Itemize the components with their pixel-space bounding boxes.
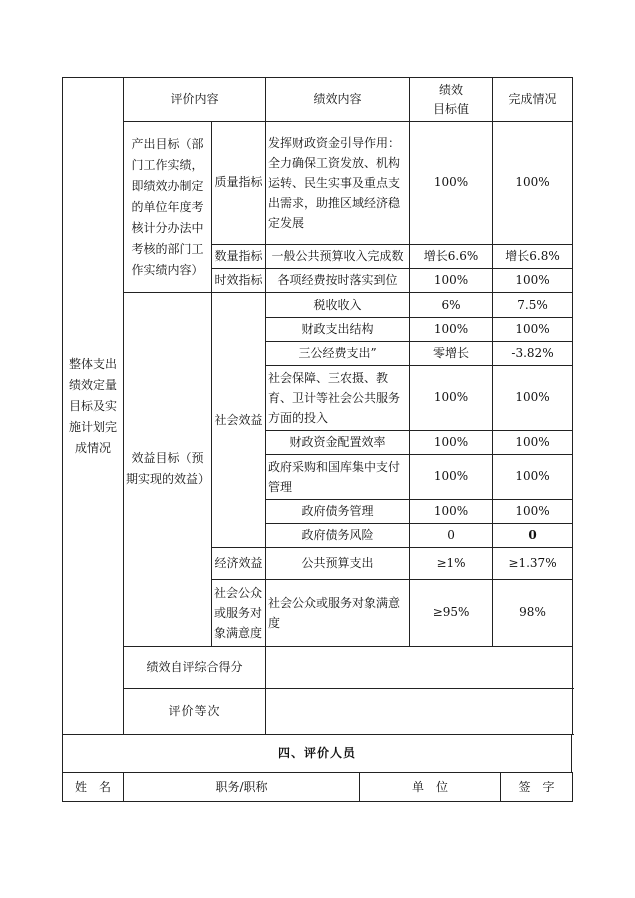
social-result: 100% [493,430,573,454]
economic-benefit-label: 经济效益 [212,548,266,580]
evaluators-table [62,772,573,802]
header-eval-content: 评价内容 [124,78,266,122]
social-target: 100% [410,430,493,454]
satisfaction-target: ≥95% [410,580,493,646]
social-content: 税收收入 [266,292,410,317]
quality-content: 发挥财政资金引导作用：全力确保工资发放、机构运转、民生实事及重点支出需求，助推区域经济稳定发展 [266,122,410,245]
self-score-label: 绩效自评综合得分 [124,646,266,688]
social-target: 零增长 [410,342,493,366]
timeliness-target: 100% [410,268,493,292]
social-target: 100% [410,366,493,430]
grade-value [266,688,573,734]
social-result: 100% [493,366,573,430]
economic-result: ≥1.37% [493,548,573,580]
side-label: 整体支出绩效定量目标及实施计划完成情况 [63,78,124,735]
social-result: 100% [493,454,573,499]
benefit-goal-label: 效益目标（预期实现的效益） [124,292,212,646]
social-content: 财政资金配置效率 [266,430,410,454]
quantity-content: 一般公共预算收入完成数 [266,244,410,268]
quantity-result: 增长6.8% [493,244,573,268]
timeliness-indicator: 时效指标 [212,268,266,292]
social-content: 政府债务管理 [266,499,410,523]
social-result: 0 [493,523,573,547]
social-target: 0 [410,523,493,547]
social-content: 政府债务风险 [266,523,410,547]
timeliness-result: 100% [493,268,573,292]
social-target: 6% [410,292,493,317]
header-perf-content: 绩效内容 [266,78,410,122]
satisfaction-result: 98% [493,580,573,646]
name-header: 姓 名 [63,773,124,802]
quantity-target: 增长6.6% [410,244,493,268]
economic-content: 公共预算支出 [266,548,410,580]
satisfaction-label: 社会公众或服务对象满意度 [212,580,266,646]
economic-target: ≥1% [410,548,493,580]
social-benefit-label: 社会效益 [212,292,266,547]
social-content: 政府采购和国库集中支付管理 [266,454,410,499]
social-content: 财政支出结构 [266,318,410,342]
social-result: 7.5% [493,292,573,317]
social-target: 100% [410,499,493,523]
satisfaction-content: 社会公众或服务对象满意度 [266,580,410,646]
quality-result: 100% [493,122,573,245]
signature-header: 签 字 [501,773,573,802]
social-result: -3.82% [493,342,573,366]
social-target: 100% [410,454,493,499]
evaluation-table [62,77,573,735]
social-result: 100% [493,318,573,342]
quantity-indicator: 数量指标 [212,244,266,268]
quality-target: 100% [410,122,493,245]
timeliness-content: 各项经费按时落实到位 [266,268,410,292]
output-goal-label: 产出目标（部门工作实绩，即绩效办制定的单位年度考核计分办法中考核的部门工作实绩内容） [124,122,212,293]
social-result: 100% [493,499,573,523]
section-title: 四、评价人员 [63,735,572,773]
unit-header: 单 位 [360,773,501,802]
grade-label: 评价等次 [124,688,266,734]
position-header: 职务/职称 [124,773,360,802]
section-title-box [62,734,572,773]
quality-indicator: 质量指标 [212,122,266,245]
social-content: 社会保障、三农摄、教育、卫计等社会公共服务方面的投入 [266,366,410,430]
social-content: 三公经费支出” [266,342,410,366]
header-completion: 完成情况 [493,78,573,122]
self-score-value [266,646,573,688]
social-target: 100% [410,318,493,342]
header-target-value: 绩效 目标值 [410,78,493,122]
